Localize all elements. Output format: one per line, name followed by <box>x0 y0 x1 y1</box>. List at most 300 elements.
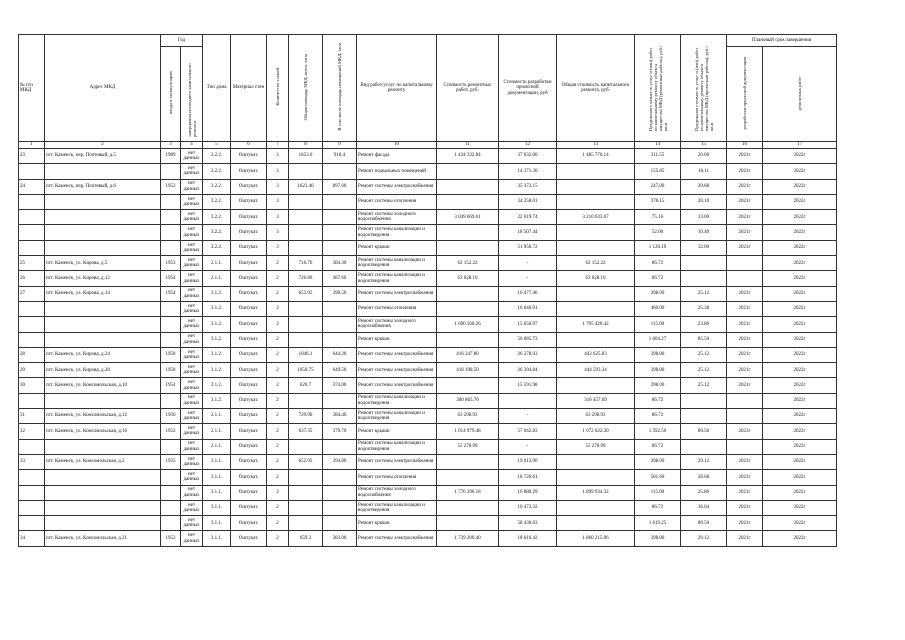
row-work-type: Ремонт системы холодного водоснабжения <box>357 485 437 500</box>
column-number-cell: 6 <box>231 142 267 149</box>
row-limit-design: 25.12 <box>681 363 727 378</box>
row-wall-material: Оштукат. <box>231 301 267 316</box>
table-row <box>19 225 837 240</box>
row-limit-repair: 398.00 <box>635 454 681 469</box>
row-work-type: Ремонт системы канализации и водоотведения <box>357 256 437 271</box>
column-number-cell: 8 <box>289 142 323 149</box>
row-limit-repair: 398.00 <box>635 531 681 546</box>
row-num: 25 <box>19 256 45 271</box>
row-design-term <box>727 271 763 286</box>
column-number-cell: 13 <box>557 142 635 149</box>
row-design-cost: 10 473.32 <box>499 500 557 515</box>
row-repair-term: 2022г <box>763 332 837 347</box>
row-total-area <box>289 225 323 240</box>
row-wall-material: Оштукат. <box>231 393 267 408</box>
row-repair-cost <box>437 240 499 255</box>
row-last-repair: нет данных <box>181 347 203 362</box>
row-limit-design: 25.86 <box>681 485 727 500</box>
row-floors: 2 <box>267 347 289 362</box>
table-row <box>19 286 837 301</box>
row-address: пгт. Каменск, ул. Кирова, д.24 <box>45 347 161 362</box>
row-design-cost: 26 278.03 <box>499 347 557 362</box>
row-premises-area <box>323 439 357 454</box>
row-address <box>45 164 161 179</box>
header-limit-design <box>681 35 727 142</box>
row-last-repair: нет данных <box>181 225 203 240</box>
row-repair-cost <box>437 332 499 347</box>
row-premises-area <box>323 164 357 179</box>
row-limit-repair: 86.72 <box>635 271 681 286</box>
row-repair-term: 2022г <box>763 378 837 393</box>
header-repair-term <box>763 47 837 142</box>
row-house-type: 3.2.2. <box>203 164 231 179</box>
row-total-cost <box>557 225 635 240</box>
row-premises-area <box>323 210 357 225</box>
row-repair-cost: 63 028.10 <box>437 271 499 286</box>
table-row <box>19 301 837 316</box>
row-work-type: Ремонт фасада <box>357 149 437 164</box>
row-total-cost <box>557 470 635 485</box>
row-house-type: 3.1.1. <box>203 516 231 531</box>
row-repair-cost: 55 270.99 <box>437 439 499 454</box>
row-house-type: 3.1.2. <box>203 363 231 378</box>
row-repair-term: 2022г <box>763 424 837 439</box>
row-year-built <box>161 240 181 255</box>
repair-plan-table <box>18 34 837 547</box>
row-total-cost <box>557 516 635 531</box>
row-premises-area <box>323 332 357 347</box>
row-num <box>19 317 45 332</box>
row-design-term: 2021г <box>727 500 763 515</box>
row-repair-cost: 1 739 200.40 <box>437 531 499 546</box>
row-design-cost: 15 650.97 <box>499 317 557 332</box>
row-total-cost: 55 270.99 <box>557 439 635 454</box>
row-premises-area: 384.30 <box>323 256 357 271</box>
header-last-repair-year <box>181 47 203 142</box>
row-total-area: 1653.6 <box>289 149 323 164</box>
header-last-repair-year-text: завершения последнего капитального ремонта <box>186 63 197 137</box>
row-year-built <box>161 164 181 179</box>
row-work-type: Ремонт системы электроснабжения <box>357 378 437 393</box>
row-repair-term: 2022г <box>763 179 837 194</box>
row-repair-term: 2022г <box>763 500 837 515</box>
row-address <box>45 393 161 408</box>
row-design-cost: 57 042.83 <box>499 424 557 439</box>
row-total-area <box>289 164 323 179</box>
row-wall-material: Оштукат. <box>231 317 267 332</box>
row-design-cost: 34 258.01 <box>499 194 557 209</box>
header-design-cost: Стоимость разработки проектной документации, руб <box>499 35 557 142</box>
row-house-type: 2.1.1. <box>203 439 231 454</box>
row-num <box>19 164 45 179</box>
row-design-term <box>727 439 763 454</box>
row-address: пгт. Каменск, ул. Комсомольская, д.10 <box>45 378 161 393</box>
row-address: пгт. Каменск, пер. Почтовый, д.6 <box>45 179 161 194</box>
row-wall-material: Оштукат. <box>231 500 267 515</box>
column-number-cell: 17 <box>763 142 837 149</box>
column-number-cell: 3 <box>161 142 181 149</box>
row-design-cost <box>499 393 557 408</box>
row-limit-design: 28.68 <box>681 470 727 485</box>
row-total-cost: 442 625.83 <box>557 347 635 362</box>
row-design-cost: 26 394.84 <box>499 363 557 378</box>
row-design-term: 2021г <box>727 470 763 485</box>
row-limit-design: 29.12 <box>681 531 727 546</box>
row-repair-term: 2022г <box>763 301 837 316</box>
row-wall-material: Оштукат. <box>231 271 267 286</box>
row-design-term: 2021г <box>727 194 763 209</box>
row-repair-cost: 300 865.70 <box>437 393 499 408</box>
row-last-repair: нет данных <box>181 317 203 332</box>
row-num: 30 <box>19 378 45 393</box>
row-premises-area <box>323 500 357 515</box>
row-house-type: 3.2.2. <box>203 194 231 209</box>
row-wall-material: Оштукат. <box>231 164 267 179</box>
row-total-cost: 1 860 215.96 <box>557 531 635 546</box>
column-number-cell: 16 <box>727 142 763 149</box>
row-design-term: 2021г <box>727 424 763 439</box>
row-house-type: 2.1.1. <box>203 256 231 271</box>
row-limit-design: 20.00 <box>681 149 727 164</box>
column-number-cell: 14 <box>635 142 681 149</box>
table-row <box>19 194 837 209</box>
header-floors <box>267 35 289 142</box>
row-total-area: 620.7 <box>289 378 323 393</box>
row-limit-repair: 398.00 <box>635 286 681 301</box>
row-floors: 2 <box>267 256 289 271</box>
row-total-area <box>289 516 323 531</box>
header-year: Год <box>161 35 203 47</box>
row-design-cost: 15 591.98 <box>499 378 557 393</box>
row-num <box>19 470 45 485</box>
row-design-term <box>727 393 763 408</box>
row-work-type: Ремонт подвальных помещений <box>357 164 437 179</box>
row-year-built: 1955 <box>161 454 181 469</box>
row-limit-design: 85.50 <box>681 332 727 347</box>
table-row <box>19 485 837 500</box>
table-header <box>19 35 837 149</box>
row-premises-area: 918,4 <box>323 149 357 164</box>
row-address: пгт. Каменск, ул. Кирова, д.28 <box>45 363 161 378</box>
row-house-type: 2.1.1. <box>203 424 231 439</box>
row-limit-repair: 501.60 <box>635 470 681 485</box>
table-row <box>19 378 837 393</box>
row-design-term: 2021г <box>727 301 763 316</box>
row-total-area <box>289 393 323 408</box>
row-wall-material: Оштукат. <box>231 424 267 439</box>
row-wall-material: Оштукат. <box>231 149 267 164</box>
table-row <box>19 454 837 469</box>
row-limit-repair: 86.72 <box>635 393 681 408</box>
table-row <box>19 500 837 515</box>
row-year-built <box>161 439 181 454</box>
row-design-term: 2021г <box>727 240 763 255</box>
row-address <box>45 194 161 209</box>
row-num <box>19 225 45 240</box>
row-repair-term: 2022г <box>763 210 837 225</box>
row-repair-term: 2022г <box>763 194 837 209</box>
header-num: № п/п МКД <box>19 35 45 142</box>
row-num <box>19 393 45 408</box>
header-total-area <box>289 35 323 142</box>
row-wall-material: Оштукат. <box>231 439 267 454</box>
row-premises-area <box>323 470 357 485</box>
row-floors: 2 <box>267 332 289 347</box>
row-work-type: Ремонт системы канализации и водоотведения <box>357 225 437 240</box>
row-wall-material: Оштукат. <box>231 470 267 485</box>
row-floors: 2 <box>267 286 289 301</box>
row-num <box>19 500 45 515</box>
row-limit-repair: 311.55 <box>635 149 681 164</box>
row-floors: 3 <box>267 149 289 164</box>
row-num: 33 <box>19 454 45 469</box>
row-design-cost: 16 880.29 <box>499 485 557 500</box>
column-number-cell: 10 <box>357 142 437 149</box>
row-work-type: Ремонт системы канализации и водоотведения <box>357 271 437 286</box>
row-wall-material: Оштукат. <box>231 531 267 546</box>
table-row <box>19 332 837 347</box>
row-house-type: 3.2.2. <box>203 149 231 164</box>
row-total-area <box>289 332 323 347</box>
row-design-cost: - <box>499 409 557 424</box>
row-repair-term: 2022г <box>763 531 837 546</box>
row-wall-material: Оштукат. <box>231 485 267 500</box>
row-wall-material: Оштукат. <box>231 347 267 362</box>
row-limit-repair: 460.00 <box>635 301 681 316</box>
row-repair-term: 2022г <box>763 317 837 332</box>
row-design-term: 2021г <box>727 332 763 347</box>
row-wall-material: Оштукат. <box>231 409 267 424</box>
header-floors-text: Количество этажей <box>275 67 281 106</box>
row-limit-design: 18.11 <box>681 164 727 179</box>
row-house-type: 3.1.2. <box>203 286 231 301</box>
row-total-cost: 63 298.93 <box>557 409 635 424</box>
row-address: пгт. Каменск, ул. Комсомольская, д.2 <box>45 454 161 469</box>
row-design-cost: 35 373.15 <box>499 179 557 194</box>
header-commission-year-text: ввода в эксплуатацию <box>168 71 173 115</box>
row-repair-cost: 63 298.93 <box>437 409 499 424</box>
row-limit-design: 89.50 <box>681 516 727 531</box>
row-work-type: Ремонт крыши <box>357 240 437 255</box>
row-floors: 2 <box>267 378 289 393</box>
row-limit-design <box>681 439 727 454</box>
row-house-type: 3.1.1. <box>203 531 231 546</box>
row-limit-repair: 86.72 <box>635 256 681 271</box>
row-limit-repair: 115.00 <box>635 317 681 332</box>
column-number-cell: 15 <box>681 142 727 149</box>
row-premises-area: 649.50 <box>323 363 357 378</box>
row-year-built: 1954 <box>161 378 181 393</box>
row-last-repair: нет данных <box>181 531 203 546</box>
row-floors: 2 <box>267 363 289 378</box>
row-year-built: 1952 <box>161 424 181 439</box>
row-limit-repair: 86.72 <box>635 439 681 454</box>
row-address <box>45 485 161 500</box>
row-floors: 3 <box>267 194 289 209</box>
row-address <box>45 225 161 240</box>
repair-plan-sheet <box>18 34 836 547</box>
row-total-area: 637.35 <box>289 424 323 439</box>
row-year-built <box>161 332 181 347</box>
row-repair-cost <box>437 194 499 209</box>
row-year-built <box>161 393 181 408</box>
header-wall-material: Материал стен <box>231 35 267 142</box>
row-house-type: 3.1.2. <box>203 347 231 362</box>
row-floors: 3 <box>267 210 289 225</box>
row-design-cost: 16 646.01 <box>499 301 557 316</box>
row-work-type: Ремонт системы холодного водоснабжения <box>357 210 437 225</box>
row-total-area <box>289 317 323 332</box>
row-repair-term: 2022г <box>763 439 837 454</box>
row-work-type: Ремонт системы канализации и водоотведения <box>357 409 437 424</box>
row-year-built <box>161 485 181 500</box>
row-floors: 2 <box>267 317 289 332</box>
row-work-type: Ремонт системы канализации и водоотведения <box>357 500 437 515</box>
row-design-term: 2021г <box>727 363 763 378</box>
table-row <box>19 470 837 485</box>
row-total-cost <box>557 454 635 469</box>
row-total-cost: 1 795 420.42 <box>557 317 635 332</box>
row-last-repair: нет данных <box>181 409 203 424</box>
row-design-cost: 18 726.61 <box>499 470 557 485</box>
row-address: пгт. Каменск, ул. Кирова, д.12 <box>45 271 161 286</box>
row-work-type: Ремонт системы электроснабжения <box>357 363 437 378</box>
row-design-term: 2021г <box>727 454 763 469</box>
row-total-cost <box>557 164 635 179</box>
column-number-cell: 12 <box>499 142 557 149</box>
row-repair-cost: 418 198.50 <box>437 363 499 378</box>
row-year-built: 1954 <box>161 286 181 301</box>
row-address <box>45 516 161 531</box>
row-repair-cost: 416 347.80 <box>437 347 499 362</box>
row-repair-cost <box>437 164 499 179</box>
table-row <box>19 271 837 286</box>
row-house-type: 2.1.1. <box>203 271 231 286</box>
row-last-repair: нет данных <box>181 500 203 515</box>
row-limit-repair: 115.00 <box>635 485 681 500</box>
row-total-area <box>289 210 323 225</box>
row-num: 24 <box>19 179 45 194</box>
row-design-term: 2021г <box>727 516 763 531</box>
row-repair-cost <box>437 301 499 316</box>
row-limit-repair: 52.00 <box>635 225 681 240</box>
row-year-built <box>161 210 181 225</box>
row-limit-design: 13.00 <box>681 210 727 225</box>
row-floors: 3 <box>267 164 289 179</box>
row-wall-material: Оштукат. <box>231 240 267 255</box>
row-last-repair: нет данных <box>181 179 203 194</box>
row-year-built: 1958 <box>161 363 181 378</box>
row-address: пгт. Каменск, ул. Комсомольская, д.16 <box>45 424 161 439</box>
row-repair-term: 2022г <box>763 516 837 531</box>
row-address <box>45 240 161 255</box>
row-num <box>19 516 45 531</box>
row-floors: 2 <box>267 424 289 439</box>
row-repair-term: 2022г <box>763 271 837 286</box>
row-house-type: 3.1.1. <box>203 500 231 515</box>
row-num <box>19 210 45 225</box>
row-design-term: 2021г <box>727 531 763 546</box>
row-design-term <box>727 256 763 271</box>
row-design-term: 2021г <box>727 286 763 301</box>
row-year-built: 1953 <box>161 531 181 546</box>
row-total-area: 726.80 <box>289 271 323 286</box>
row-limit-repair: 75.16 <box>635 210 681 225</box>
row-house-type: 2.1.1. <box>203 409 231 424</box>
row-wall-material: Оштукат. <box>231 225 267 240</box>
table-row <box>19 347 837 362</box>
row-design-term: 2021г <box>727 164 763 179</box>
row-work-type: Ремонт системы холодного водоснабжения <box>357 317 437 332</box>
row-total-cost: 1 485 776.14 <box>557 149 635 164</box>
row-total-area <box>289 240 323 255</box>
header-commission-year <box>161 47 181 142</box>
row-repair-cost: 62 152.22 <box>437 256 499 271</box>
row-repair-cost: 1 690 560.26 <box>437 317 499 332</box>
row-floors: 2 <box>267 409 289 424</box>
table-row <box>19 210 837 225</box>
table-row <box>19 516 837 531</box>
row-design-cost: 37 032.00 <box>499 149 557 164</box>
row-repair-cost <box>437 179 499 194</box>
row-limit-repair: 398.00 <box>635 378 681 393</box>
row-premises-area <box>323 225 357 240</box>
row-premises-area: 379.70 <box>323 424 357 439</box>
row-design-cost: 51 950.72 <box>499 240 557 255</box>
row-premises-area: 644.20 <box>323 347 357 362</box>
row-limit-design: 25.12 <box>681 347 727 362</box>
row-year-built: 1956 <box>161 409 181 424</box>
row-repair-term: 2022г <box>763 347 837 362</box>
row-address: пгт. Каменск, ул. Кирова, д.5 <box>45 256 161 271</box>
row-wall-material: Оштукат. <box>231 256 267 271</box>
header-address: Адрес МКД <box>45 35 161 142</box>
row-num: 31 <box>19 409 45 424</box>
row-work-type: Ремонт системы электроснабжения <box>357 531 437 546</box>
row-last-repair: нет данных <box>181 516 203 531</box>
row-work-type: Ремонт системы канализации и водоотведения <box>357 393 437 408</box>
row-last-repair: нет данных <box>181 378 203 393</box>
table-row <box>19 531 837 546</box>
row-design-cost: 19 013.90 <box>499 454 557 469</box>
row-limit-design: 20.68 <box>681 179 727 194</box>
row-repair-term: 2022г <box>763 256 837 271</box>
row-premises-area: 374.00 <box>323 378 357 393</box>
row-num <box>19 439 45 454</box>
row-design-cost: - <box>499 271 557 286</box>
row-repair-cost <box>437 500 499 515</box>
row-house-type: 3.1.1. <box>203 470 231 485</box>
row-work-type: Ремонт системы отопления <box>357 194 437 209</box>
table-row <box>19 179 837 194</box>
row-repair-term: 2022г <box>763 409 837 424</box>
row-design-cost: 22 619.74 <box>499 210 557 225</box>
row-last-repair: нет данных <box>181 301 203 316</box>
row-total-area: 716.70 <box>289 256 323 271</box>
header-design-term <box>727 47 763 142</box>
row-floors: 3 <box>267 179 289 194</box>
row-wall-material: Оштукат. <box>231 210 267 225</box>
row-limit-repair: 378.15 <box>635 194 681 209</box>
table-row <box>19 149 837 164</box>
row-repair-term: 2022г <box>763 485 837 500</box>
row-year-built: 1953 <box>161 179 181 194</box>
row-total-cost <box>557 301 635 316</box>
row-total-cost: 62 152.22 <box>557 256 635 271</box>
row-address <box>45 317 161 332</box>
row-last-repair: нет данных <box>181 271 203 286</box>
row-premises-area <box>323 485 357 500</box>
